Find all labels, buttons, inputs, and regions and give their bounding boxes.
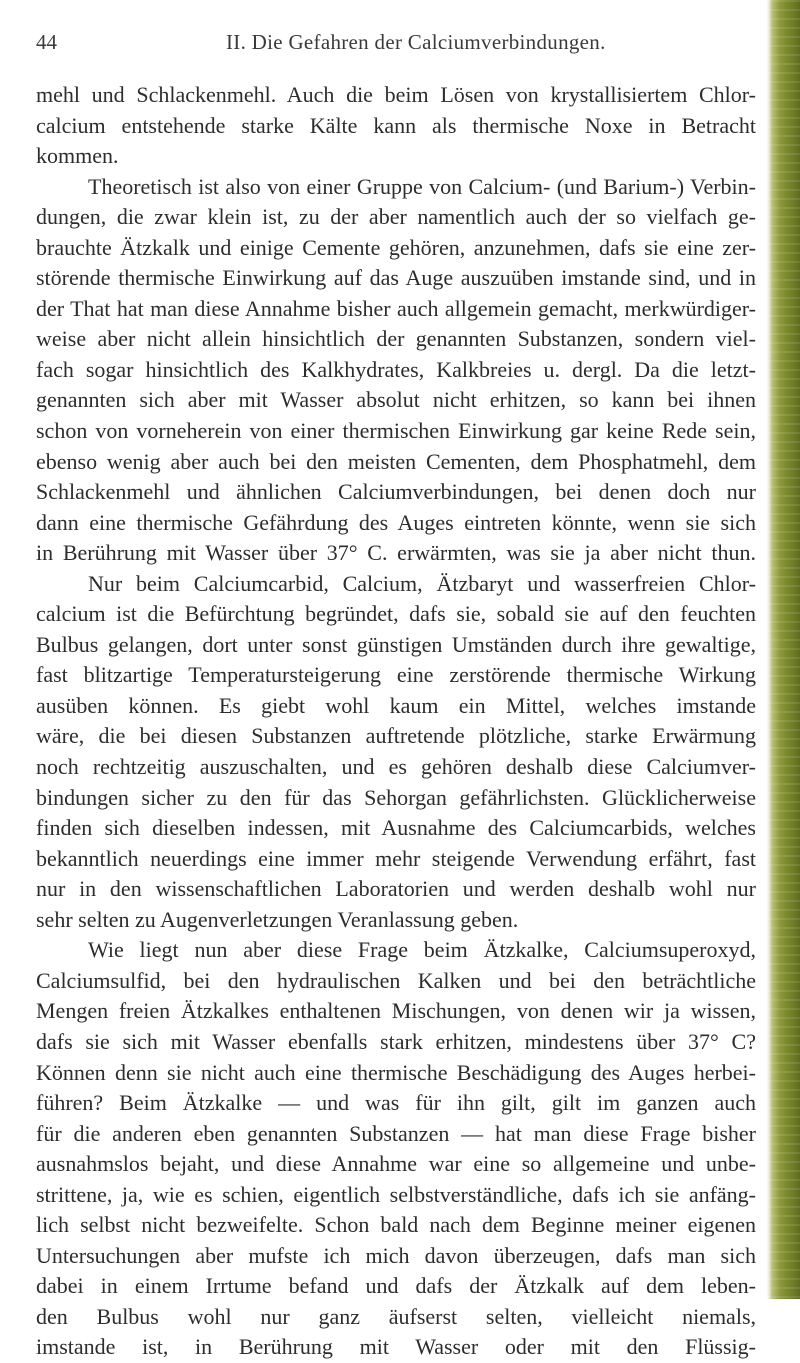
- text-line: kommen.: [36, 143, 119, 169]
- text-line: führen? Beim Ätzkalke — und was für ihn gilt, gilt im ganzen auch: [36, 1090, 756, 1116]
- text-line: Nur beim Calciumcarbid, Calcium, Ätzbaryt und wasserfreien Chlor-: [88, 570, 756, 596]
- text-line: fach sogar hinsichtlich des Kalkhydrates, Kalkbreies u. dergl. Da die letzt-: [36, 356, 756, 382]
- text-line: nur in den wissenschaftlichen Laboratorien und werden deshalb wohl nur: [36, 876, 756, 902]
- text-line: finden sich dieselben indessen, mit Ausnahme des Calciumcarbids, welches: [36, 815, 756, 841]
- text-line: Calciumsulfid, bei den hydraulischen Kalken und bei den beträchtliche: [36, 967, 756, 993]
- text-line: weise aber nicht allein hinsichtlich der genannten Substanzen, sondern viel-: [36, 326, 756, 352]
- text-line: dungen, die zwar klein ist, zu der aber namentlich auch der so vielfach ge-: [36, 204, 756, 230]
- text-line: brauchte Ätzkalk und einige Cemente gehören, anzunehmen, dafs sie eine zer-: [36, 234, 756, 260]
- text-line: imstande ist, in Berührung mit Wasser oder mit den Flüssig-: [36, 1334, 756, 1360]
- page-header: [36, 30, 756, 60]
- text-line: für die anderen eben genannten Substanzen — hat man diese Frage bisher: [36, 1120, 756, 1146]
- page-number: 44: [36, 30, 57, 54]
- text-line: Schlackenmehl und ähnlichen Calciumverbindungen, bei denen doch nur: [36, 479, 756, 505]
- text-line: sehr selten zu Augenverletzungen Veranlassung geben.: [36, 906, 519, 932]
- text-line: Untersuchungen aber mufste ich mich davon überzeugen, dafs man sich: [36, 1242, 756, 1268]
- text-line: Bulbus gelangen, dort unter sonst günstigen Umständen durch ihre gewaltige,: [36, 631, 756, 657]
- text-line: mehl und Schlackenmehl. Auch die beim Lösen von krystallisiertem Chlor-: [36, 82, 756, 107]
- text-line: strittene, ja, wie es schien, eigentlich selbstverständliche, dafs ich sie anfäng-: [36, 1181, 756, 1207]
- text-line: ausnahmslos bejaht, und diese Annahme war eine so allgemeine und unbe-: [36, 1151, 756, 1177]
- text-line: noch rechtzeitig auszuschalten, und es gehören deshalb diese Calciumver-: [36, 754, 756, 780]
- text-line: calcium ist die Befürchtung begründet, dafs sie, sobald sie auf den feuchten: [36, 601, 756, 627]
- text-line: schon von vorneherein von einer thermischen Einwirkung gar keine Rede sein,: [36, 418, 756, 444]
- page-binding-texture: [766, 0, 800, 1299]
- text-line: den Bulbus wohl nur ganz äufserst selten, vielleicht niemals,: [36, 1303, 756, 1329]
- text-line: ausüben können. Es giebt wohl kaum ein Mittel, welches imstande: [36, 692, 756, 718]
- text-line: der That hat man diese Annahme bisher auch allgemein gemacht, merkwürdiger-: [36, 295, 756, 321]
- text-line: dabei in einem Irrtume befand und dafs der Ätzkalk auf dem leben-: [36, 1273, 756, 1299]
- text-line: Mengen freien Ätzkalkes enthaltenen Mischungen, von denen wir ja wissen,: [36, 998, 756, 1024]
- text-line: lich selbst nicht bezweifelte. Schon bald nach dem Beginne meiner eigenen: [36, 1212, 756, 1238]
- text-line: Wie liegt nun aber diese Frage beim Ätzkalke, Calciumsuperoxyd,: [88, 937, 756, 963]
- text-line: genannten sich aber mit Wasser absolut nicht erhitzen, so kann bei ihnen: [36, 387, 756, 413]
- text-line: dann eine thermische Gefährdung des Auges eintreten könnte, wenn sie sich: [36, 509, 756, 535]
- text-line: störende thermische Einwirkung auf das Auge auszuüben imstande sind, und in: [36, 265, 756, 291]
- text-line: wäre, die bei diesen Substanzen auftretende plötzliche, starke Erwärmung: [36, 723, 756, 749]
- text-line: fast blitzartige Temperatursteigerung eine zerstörende thermische Wirkung: [36, 662, 756, 688]
- text-line: dafs sie sich mit Wasser ebenfalls stark erhitzen, mindestens über 37° C?: [36, 1028, 756, 1054]
- text-line: calcium entstehende starke Kälte kann als thermische Noxe in Betracht: [36, 112, 756, 138]
- text-line: bindungen sicher zu den für das Sehorgan gefährlichsten. Glücklicherweise: [36, 784, 756, 810]
- body-text: [36, 80, 756, 1363]
- text-line: Theoretisch ist also von einer Gruppe von Calcium- (und Barium-) Verbin-: [88, 173, 756, 199]
- running-title: II. Die Gefahren der Calciumverbindungen.: [226, 30, 606, 54]
- text-line: in Berührung mit Wasser über 37° C. erwärmten, was sie ja aber nicht thun.: [36, 540, 756, 566]
- text-line: bekanntlich neuerdings eine immer mehr steigende Verwendung erfährt, fast: [36, 845, 756, 871]
- text-line: ebenso wenig aber auch bei den meisten Cementen, dem Phosphatmehl, dem: [36, 448, 756, 474]
- text-line: Können denn sie nicht auch eine thermische Beschädigung des Auges herbei-: [36, 1059, 756, 1085]
